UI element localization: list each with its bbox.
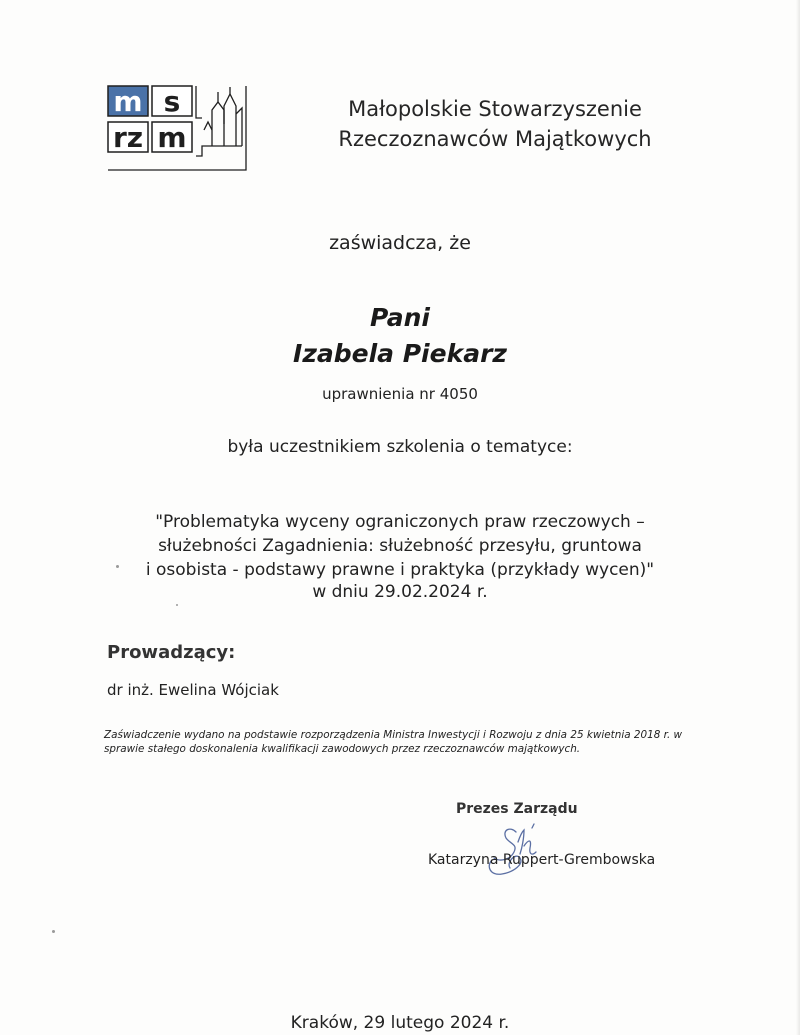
scan-speck	[176, 604, 178, 606]
salutation: Pani	[370, 303, 430, 332]
signatory-title: Prezes Zarządu	[456, 801, 578, 817]
participation-text: była uczestnikiem szkolenia o tematyce:	[227, 437, 573, 457]
training-date: w dniu 29.02.2024 r.	[312, 582, 488, 602]
logo-letter-m: m	[113, 85, 143, 118]
legal-note: Zaświadczenie wydano na podstawie rozporządzenia Ministra Inwestycji i Rozwoju z dnia 25 kwietnia 2018 r. w sprawie stałego doskonalenia kwalifikacji zawodowych przez rzeczoznawców majątkowych.	[104, 729, 683, 755]
recipient-name: Izabela Piekarz	[293, 339, 507, 368]
signatory-name: Katarzyna Ruppert-Grembowska	[428, 852, 656, 868]
logo-graphic	[106, 84, 248, 172]
scan-speck	[52, 930, 55, 933]
scan-speck	[116, 565, 119, 568]
topic-line-3: i osobista - podstawy prawne i praktyka (przykłady wycen)"	[145, 560, 655, 580]
place-and-date: Kraków, 29 lutego 2024 r.	[290, 1013, 510, 1033]
recipient-block	[0, 300, 800, 372]
logo-letter-rz: rz	[112, 121, 144, 154]
topic-line-1: "Problematyka wyceny ograniczonych praw rzeczowych –	[155, 512, 645, 532]
lecturer-name: dr inż. Ewelina Wójciak	[107, 681, 279, 699]
logo-letter-s: s	[163, 85, 181, 118]
training-topic	[0, 510, 800, 582]
msrzm-logo	[106, 84, 248, 172]
topic-line-2: służebności Zagadnienia: służebność przesyłu, gruntowa	[158, 536, 642, 556]
page-edge	[796, 0, 800, 1035]
organization-name	[300, 94, 690, 154]
organization-line-2: Rzeczoznawców Majątkowych	[338, 127, 652, 151]
certifies-text: zaświadcza, że	[329, 232, 471, 254]
organization-line-1: Małopolskie Stowarzyszenie	[348, 97, 642, 121]
lecturer-label: Prowadzący:	[107, 642, 236, 663]
logo-letter-m2: m	[157, 121, 187, 154]
license-number: uprawnienia nr 4050	[322, 385, 478, 403]
